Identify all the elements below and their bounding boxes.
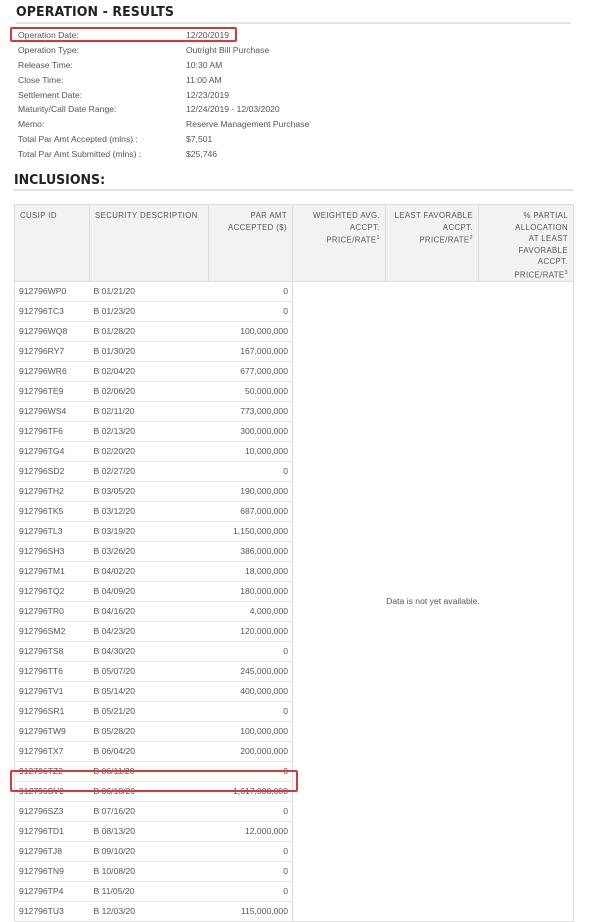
security-description-cell: B 01/23/20 <box>90 301 209 321</box>
par-amount-cell: 0 <box>209 761 293 781</box>
cusip-cell: 912796SZ3 <box>15 801 90 821</box>
par-amount-cell: 1,617,000,000 <box>209 781 293 801</box>
cusip-cell: 912796TC3 <box>15 301 90 321</box>
par-amount-cell: 167,000,000 <box>209 341 293 361</box>
operation-date-highlight <box>10 27 237 42</box>
security-description-cell: B 04/23/20 <box>90 621 209 641</box>
cusip-cell: 912796TT6 <box>15 661 90 681</box>
detail-label: Total Par Amt Accepted (mlns) : <box>18 134 138 145</box>
security-description-cell: B 03/12/20 <box>90 501 209 521</box>
detail-value: 11:00 AM <box>186 74 222 85</box>
security-description-cell: B 04/02/20 <box>90 561 209 581</box>
security-description-cell: B 02/04/20 <box>90 361 209 381</box>
detail-value: 12/24/2019 - 12/03/2020 <box>186 104 280 115</box>
par-amount-cell: 120,000,000 <box>209 621 293 641</box>
cusip-cell: 912796TX7 <box>15 741 90 761</box>
column-header-weighted-avg: WEIGHTED AVG. ACCPT. PRICE/RATE$^1$ <box>293 205 386 282</box>
detail-row-total-submitted <box>16 147 571 162</box>
security-description-cell: B 02/11/20 <box>90 401 209 421</box>
par-amount-cell: 400,000,000 <box>209 681 293 701</box>
cusip-cell: 912796RY7 <box>15 341 90 361</box>
cusip-cell: 912796SR1 <box>15 701 90 721</box>
detail-value: Outright Bill Purchase <box>186 44 270 55</box>
cusip-cell: 912796TD1 <box>15 821 90 841</box>
security-description-cell: B 01/28/20 <box>90 321 209 341</box>
security-description-cell: B 02/06/20 <box>90 381 209 401</box>
inclusions-divider <box>14 189 573 191</box>
column-header-par-amt: PAR AMT ACCEPTED ($) <box>209 205 293 282</box>
cusip-cell: 912796TL3 <box>15 521 90 541</box>
detail-value: $25,746 <box>186 149 218 160</box>
security-description-cell: B 11/05/20 <box>90 881 209 901</box>
par-amount-cell: 677,000,000 <box>209 361 293 381</box>
column-header-partial-allocation: % PARTIAL ALLOCATION AT LEAST FAVORABLE ACCPT. PRICE/RATE$^3$ <box>479 205 574 282</box>
operation-details <box>16 28 571 162</box>
column-header-least-favorable: LEAST FAVORABLE ACCPT. PRICE/RATE$^2$ <box>386 205 479 282</box>
cusip-cell: 912796TV1 <box>15 681 90 701</box>
detail-label: Memo: <box>18 119 45 130</box>
cusip-cell: 912796TE9 <box>15 381 90 401</box>
security-description-cell: B 04/30/20 <box>90 641 209 661</box>
cusip-cell: 912796TK5 <box>15 501 90 521</box>
detail-row-memo <box>16 117 571 132</box>
security-description-cell: B 02/27/20 <box>90 461 209 481</box>
detail-row-settlement-date <box>16 88 571 103</box>
par-amount-cell: 773,000,000 <box>209 401 293 421</box>
security-description-cell: B 05/07/20 <box>90 661 209 681</box>
detail-row-maturity-range <box>16 102 571 117</box>
par-amount-cell: 0 <box>209 301 293 321</box>
column-header-cusip: CUSIP ID <box>15 205 90 282</box>
par-amount-cell: 200,000,000 <box>209 741 293 761</box>
par-amount-cell: 100,000,000 <box>209 321 293 341</box>
detail-row-close-time <box>16 73 571 88</box>
security-description-cell: B 04/09/20 <box>90 581 209 601</box>
par-amount-cell: 0 <box>209 701 293 721</box>
security-description-cell: B 06/11/20 <box>90 761 209 781</box>
cusip-cell: 912796TN9 <box>15 861 90 881</box>
security-description-cell: B 09/10/20 <box>90 841 209 861</box>
par-amount-cell: 0 <box>209 861 293 881</box>
inclusions-title: INCLUSIONS: <box>14 172 106 188</box>
security-description-cell: B 08/13/20 <box>90 821 209 841</box>
security-description-cell: B 02/13/20 <box>90 421 209 441</box>
table-row <box>15 281 574 301</box>
cusip-cell: 912796TU3 <box>15 901 90 921</box>
inclusions-table <box>14 204 574 922</box>
security-description-cell: B 01/30/20 <box>90 341 209 361</box>
cusip-cell: 912796TR0 <box>15 601 90 621</box>
detail-label: Settlement Date: <box>18 89 83 100</box>
par-amount-cell: 0 <box>209 281 293 301</box>
cusip-cell: 912796WR6 <box>15 361 90 381</box>
security-description-cell: B 03/19/20 <box>90 521 209 541</box>
detail-row-total-accepted <box>16 132 571 147</box>
detail-label: Operation Date: <box>18 30 79 40</box>
cusip-cell: 912796SD2 <box>15 461 90 481</box>
par-amount-cell: 687,000,000 <box>209 501 293 521</box>
security-description-cell: B 07/16/20 <box>90 801 209 821</box>
page-title: OPERATION - RESULTS <box>16 4 175 20</box>
par-amount-cell: 50,000,000 <box>209 381 293 401</box>
detail-row-operation-type <box>16 43 571 58</box>
security-description-cell: B 05/21/20 <box>90 701 209 721</box>
security-description-cell: B 01/21/20 <box>90 281 209 301</box>
column-header-security-description: SECURITY DESCRIPTION <box>90 205 209 282</box>
detail-value: $7,501 <box>186 134 213 145</box>
par-amount-cell: 0 <box>209 841 293 861</box>
security-description-cell: B 06/04/20 <box>90 741 209 761</box>
cusip-cell: 912796TJ8 <box>15 841 90 861</box>
par-amount-cell: 190,000,000 <box>209 481 293 501</box>
detail-label: Maturity/Call Date Range: <box>18 104 117 115</box>
security-description-cell: B 03/26/20 <box>90 541 209 561</box>
table-header-row <box>15 205 574 282</box>
par-amount-cell: 386,000,000 <box>209 541 293 561</box>
security-description-cell: B 05/28/20 <box>90 721 209 741</box>
cusip-cell: 912796TP4 <box>15 881 90 901</box>
title-divider <box>16 22 571 24</box>
security-description-cell: B 04/16/20 <box>90 601 209 621</box>
cusip-cell: 912796TM1 <box>15 561 90 581</box>
cusip-cell: 912796TF6 <box>15 421 90 441</box>
cusip-cell: 912796TW9 <box>15 721 90 741</box>
par-amount-cell: 0 <box>209 461 293 481</box>
par-amount-cell: 100,000,000 <box>209 721 293 741</box>
par-amount-cell: 245,000,000 <box>209 661 293 681</box>
security-description-cell: B 05/14/20 <box>90 681 209 701</box>
cusip-cell: 912796TZ2 <box>15 761 90 781</box>
par-amount-cell: 0 <box>209 641 293 661</box>
security-description-cell: B 12/03/20 <box>90 901 209 921</box>
cusip-cell: 912796WS4 <box>15 401 90 421</box>
cusip-cell: 912796TG4 <box>15 441 90 461</box>
security-description-cell: B 06/18/20 <box>90 781 209 801</box>
detail-row-release-time <box>16 58 571 73</box>
cusip-cell: 912796SV2 <box>15 781 90 801</box>
par-amount-cell: 180,000,000 <box>209 581 293 601</box>
cusip-cell: 912796TQ2 <box>15 581 90 601</box>
detail-label: Release Time: <box>18 59 73 70</box>
cusip-cell: 912796WQ8 <box>15 321 90 341</box>
detail-label: Close Time: <box>18 74 64 85</box>
detail-value: 10:30 AM <box>186 59 223 70</box>
detail-value: 12/20/2019 <box>186 30 230 40</box>
security-description-cell: B 02/20/20 <box>90 441 209 461</box>
detail-value: Reserve Management Purchase <box>186 119 310 130</box>
security-description-cell: B 10/08/20 <box>90 861 209 881</box>
par-amount-cell: 300,000,000 <box>209 421 293 441</box>
cusip-cell: 912796SH3 <box>15 541 90 561</box>
par-amount-cell: 1,150,000,000 <box>209 521 293 541</box>
par-amount-cell: 4,000,000 <box>209 601 293 621</box>
detail-label: Operation Type: <box>18 44 79 55</box>
par-amount-cell: 10,000,000 <box>209 441 293 461</box>
par-amount-cell: 115,000,000 <box>209 901 293 921</box>
cusip-cell: 912796SM2 <box>15 621 90 641</box>
par-amount-cell: 0 <box>209 801 293 821</box>
cusip-cell: 912796WP0 <box>15 281 90 301</box>
detail-label: Total Par Amt Submitted (mlns) : <box>18 149 142 160</box>
par-amount-cell: 18,000,000 <box>209 561 293 581</box>
par-amount-cell: 12,000,000 <box>209 821 293 841</box>
no-data-message: Data is not yet available. <box>293 281 574 921</box>
security-description-cell: B 03/05/20 <box>90 481 209 501</box>
cusip-cell: 912796TH2 <box>15 481 90 501</box>
detail-value: 12/23/2019 <box>186 89 230 100</box>
selected-row-highlight <box>10 770 298 792</box>
cusip-cell: 912796TS8 <box>15 641 90 661</box>
par-amount-cell: 0 <box>209 881 293 901</box>
